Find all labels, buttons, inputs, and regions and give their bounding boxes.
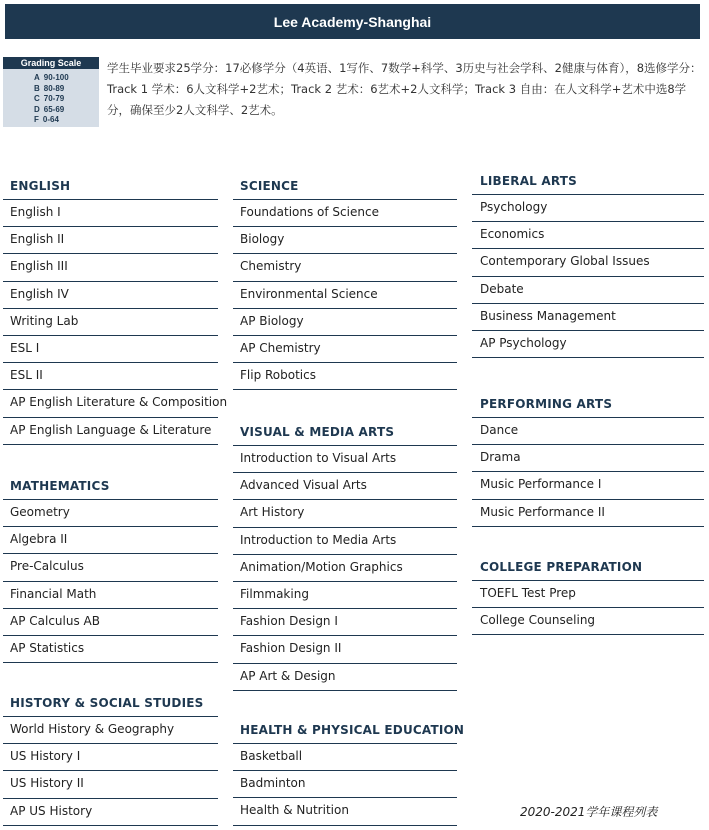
divider-line — [233, 445, 457, 446]
divider-line — [233, 690, 457, 691]
course-item: Business Management — [480, 308, 616, 323]
course-item: ESL II — [10, 368, 43, 383]
divider-line — [233, 253, 457, 254]
course-item: Pre-Calculus — [10, 559, 84, 574]
divider-line — [3, 526, 218, 527]
divider-line — [233, 743, 457, 744]
course-item: Advanced Visual Arts — [240, 478, 367, 493]
divider-line — [233, 527, 457, 528]
divider-line — [472, 221, 704, 222]
course-item: AP Chemistry — [240, 341, 321, 355]
grade-row: B 80-89 — [34, 83, 65, 93]
course-item: AP Statistics — [10, 641, 85, 655]
course-item: AP Psychology — [480, 336, 567, 350]
divider-line — [3, 608, 218, 609]
course-item: Contemporary Global Issues — [480, 254, 650, 269]
course-item: Algebra II — [10, 532, 68, 547]
divider-line — [233, 581, 457, 582]
course-item: Environmental Science — [240, 286, 378, 301]
divider-line — [233, 608, 457, 609]
divider-line — [472, 526, 704, 527]
divider-line — [233, 199, 457, 200]
course-item: Foundations of Science — [240, 205, 379, 219]
divider-line — [3, 362, 218, 363]
section-title-college: COLLEGE PREPARATION — [480, 560, 643, 574]
course-item: Basketball — [240, 749, 303, 763]
divider-line — [233, 554, 457, 555]
divider-line — [3, 226, 218, 227]
course-item: Dance — [480, 423, 519, 437]
course-item: Health & Nutrition — [240, 803, 349, 818]
divider-line — [472, 357, 704, 358]
course-item: Filmmaking — [240, 587, 309, 601]
course-item: AP English Language & Literature — [10, 422, 212, 437]
divider-line — [3, 417, 218, 418]
divider-line — [472, 607, 704, 608]
divider-line — [472, 471, 704, 472]
course-item: US History I — [10, 749, 81, 764]
course-item: Fashion Design II — [240, 641, 342, 656]
divider-line — [3, 253, 218, 254]
course-item: English IV — [10, 286, 69, 301]
course-item: Chemistry — [240, 259, 302, 274]
divider-line — [3, 770, 218, 771]
divider-line — [3, 635, 218, 636]
course-item: Fashion Design I — [240, 614, 338, 629]
divider-line — [3, 662, 218, 663]
course-item: US History II — [10, 776, 84, 791]
section-title-visual: VISUAL & MEDIA ARTS — [240, 425, 395, 439]
section-title-english: ENGLISH — [10, 179, 71, 193]
divider-line — [472, 248, 704, 249]
divider-line — [3, 335, 218, 336]
divider-line — [233, 635, 457, 636]
course-item: College Counseling — [480, 613, 596, 628]
course-item: AP Art & Design — [240, 668, 336, 683]
course-item: Debate — [480, 281, 524, 296]
course-item: Financial Math — [10, 586, 97, 601]
course-item: AP US History — [10, 803, 93, 818]
divider-line — [3, 825, 218, 826]
divider-line — [233, 472, 457, 473]
grading-scale-title: Grading Scale — [3, 57, 99, 69]
divider-line — [3, 499, 218, 500]
school-title-bar — [5, 4, 700, 39]
course-item: TOEFL Test Prep — [480, 586, 576, 600]
course-item: AP Calculus AB — [10, 613, 100, 628]
course-item: Music Performance I — [480, 477, 602, 492]
divider-line — [472, 276, 704, 277]
course-item: Art History — [240, 505, 305, 520]
divider-line — [233, 389, 457, 390]
course-item: Writing Lab — [10, 313, 79, 328]
grading-scale-box — [3, 57, 99, 127]
grade-row: F 0-64 — [34, 115, 59, 124]
divider-line — [3, 444, 218, 445]
divider-line — [472, 580, 704, 581]
divider-line — [233, 663, 457, 664]
course-item: Economics — [480, 227, 545, 242]
divider-line — [3, 581, 218, 582]
divider-line — [472, 303, 704, 304]
divider-line — [233, 335, 457, 336]
divider-line — [3, 281, 218, 282]
divider-line — [233, 797, 457, 798]
course-item: English III — [10, 259, 68, 274]
course-item: Geometry — [10, 505, 70, 519]
divider-line — [233, 281, 457, 282]
divider-line — [233, 362, 457, 363]
grade-row: A 90-100 — [34, 73, 69, 82]
divider-line — [233, 770, 457, 771]
divider-line — [233, 825, 457, 826]
divider-line — [3, 199, 218, 200]
graduation-requirements: 学生毕业要求25学分：17必修学分（4英语、1写作、7数学+科学、3历史与社会学科、2健康与体育），8选修学分：Track 1 学术：6人文科学+2艺术；Track 2 艺术：6艺术+2人文科学；Track 3 自由：在人文科学+艺术中选8学分，确保至少2人文科学、2艺术。 — [107, 61, 702, 117]
divider-line — [3, 743, 218, 744]
divider-line — [472, 499, 704, 500]
course-item: ESL I — [10, 341, 40, 355]
divider-line — [3, 798, 218, 799]
course-item: English II — [10, 232, 65, 247]
divider-line — [3, 308, 218, 309]
course-item: Badminton — [240, 776, 306, 791]
grade-row: D 65-69 — [34, 104, 65, 114]
course-item: Drama — [480, 450, 521, 465]
course-item: Biology — [240, 232, 285, 247]
course-item: English I — [10, 205, 61, 219]
course-item: Introduction to Visual Arts — [240, 451, 397, 465]
divider-line — [3, 553, 218, 554]
divider-line — [3, 389, 218, 390]
divider-line — [472, 444, 704, 445]
divider-line — [233, 499, 457, 500]
course-item: Flip Robotics — [240, 368, 316, 383]
divider-line — [472, 194, 704, 195]
course-item: World History & Geography — [10, 722, 175, 736]
divider-line — [472, 634, 704, 635]
grade-row: C 70-79 — [34, 94, 65, 103]
section-title-science: SCIENCE — [240, 179, 299, 193]
divider-line — [3, 716, 218, 717]
section-title-mathematics: MATHEMATICS — [10, 479, 110, 493]
school-title: Lee Academy-Shanghai — [273, 13, 432, 30]
course-item: AP English Literature & Composition — [10, 395, 228, 410]
course-item: Psychology — [480, 200, 548, 214]
section-title-health: HEALTH & PHYSICAL EDUCATION — [240, 723, 465, 737]
section-title-performing: PERFORMING ARTS — [480, 397, 613, 411]
footer-caption: 2020-2021学年课程列表 — [520, 805, 658, 819]
course-item: Animation/Motion Graphics — [240, 559, 403, 574]
section-title-history: HISTORY & SOCIAL STUDIES — [10, 696, 204, 710]
section-title-liberal: LIBERAL ARTS — [480, 174, 578, 188]
divider-line — [233, 308, 457, 309]
divider-line — [233, 226, 457, 227]
course-item: Introduction to Media Arts — [240, 532, 397, 547]
divider-line — [472, 330, 704, 331]
course-item: AP Biology — [240, 313, 304, 328]
course-item: Music Performance II — [480, 504, 605, 519]
divider-line — [472, 417, 704, 418]
